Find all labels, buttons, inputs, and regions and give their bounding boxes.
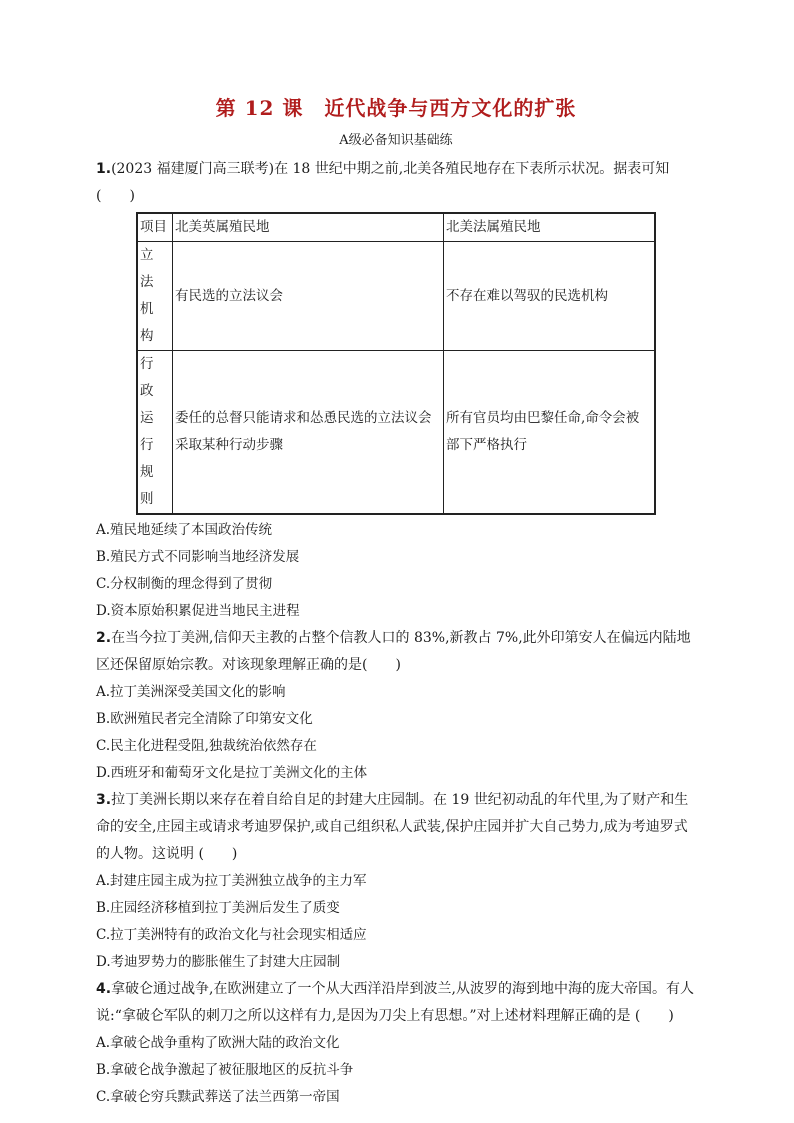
table-header-cell: 项目 [137,213,173,242]
question-3 [96,787,696,868]
option-c: C.分权制衡的理念得到了贯彻 [96,576,273,592]
table-row [137,351,655,515]
question-number: 1. [96,161,112,177]
table-header-row [137,213,655,242]
section-subtitle: A级必备知识基础练 [339,133,453,148]
question-text: 拉丁美洲长期以来存在着自给自足的封建大庄园制。在 19 世纪初动乱的年代里,为了财产和生命的安全,庄园主或请求考迪罗保护,或自己组织私人武装,保护庄园并扩大自己势力,成为考迪罗式的人物。这说明 ( ) [96,792,689,862]
option-a: A.拉丁美洲深受美国文化的影响 [96,684,286,700]
table-cell: 行政运行规则 [137,351,173,515]
option-d: D.资本原始积累促进当地民主进程 [96,603,300,619]
option-b: B.欧洲殖民者完全清除了印第安文化 [96,711,313,727]
option-a: A.殖民地延续了本国政治传统 [96,522,273,538]
question-text: 在当今拉丁美洲,信仰天主教的占整个信教人口的 83%,新教占 7%,此外印第安人在偏远内陆地区还保留原始宗教。对该现象理解正确的是( ) [96,630,691,673]
table-header-cell: 北美法属殖民地 [444,213,656,242]
worksheet-page [96,96,696,1111]
table-cell: 委任的总督只能请求和怂恿民选的立法议会采取某种行动步骤 [173,351,444,515]
option-b: B.拿破仑战争激起了被征服地区的反抗斗争 [96,1062,354,1078]
option-c: C.民主化进程受阻,独裁统治依然存在 [96,738,317,754]
option-d: D.考迪罗势力的膨胀催生了封建大庄园制 [96,954,341,970]
table-header-cell: 北美英属殖民地 [173,213,444,242]
question-number: 2. [96,630,112,646]
question-text: 拿破仑通过战争,在欧洲建立了一个从大西洋沿岸到波兰,从波罗的海到地中海的庞大帝国。有人说:“拿破仑军队的刺刀之所以这样有力,是因为刀尖上有思想。”对上述材料理解正确的是 ( ) [96,981,694,1024]
question-number: 3. [96,792,112,808]
question-2 [96,625,696,679]
option-a: A.封建庄园主成为拉丁美洲独立战争的主力军 [96,873,367,889]
table-cell: 所有官员均由巴黎任命,命令会被部下严格执行 [444,351,656,515]
source-table [136,212,656,515]
option-c: C.拉丁美洲特有的政治文化与社会现实相适应 [96,927,367,943]
table-cell: 立法机构 [137,242,173,351]
option-a: A.拿破仑战争重构了欧洲大陆的政治文化 [96,1035,340,1051]
lesson-title: 第 12 课 近代战争与西方文化的扩张 [215,96,577,120]
option-c: C.拿破仑穷兵黩武葬送了法兰西第一帝国 [96,1089,340,1105]
question-4 [96,976,696,1030]
option-d: D.西班牙和葡萄牙文化是拉丁美洲文化的主体 [96,765,368,781]
question-text: (2023 福建厦门高三联考)在 18 世纪中期之前,北美各殖民地存在下表所示状况。据表可知( ) [96,161,670,204]
option-b: B.殖民方式不同影响当地经济发展 [96,549,300,565]
question-number: 4. [96,981,112,997]
table-cell: 不存在难以驾驭的民选机构 [444,242,656,351]
question-1 [96,156,696,210]
table-row [137,242,655,351]
table-cell: 有民选的立法议会 [173,242,444,351]
option-b: B.庄园经济移植到拉丁美洲后发生了质变 [96,900,340,916]
